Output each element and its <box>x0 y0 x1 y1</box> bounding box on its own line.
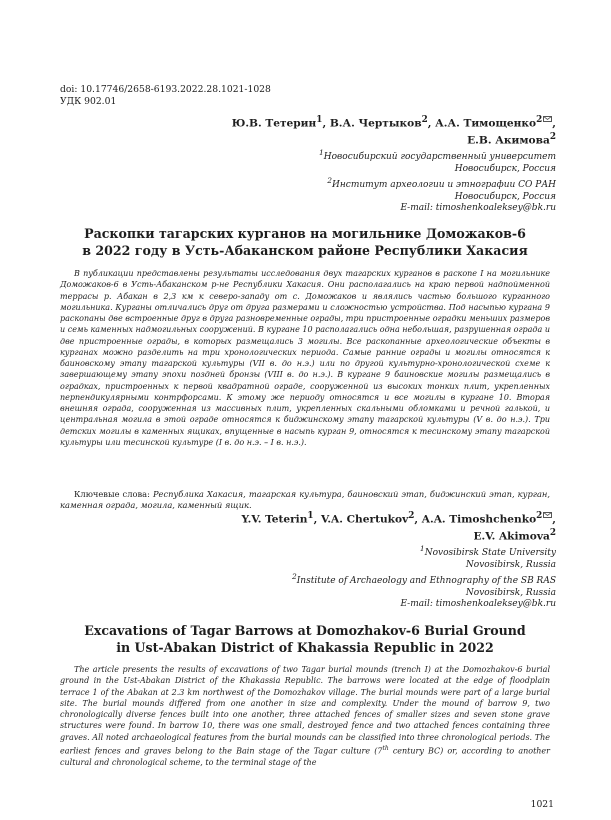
en-title-line: in Ust-Abakan District of Khakassia Republic in 2022 <box>116 640 494 655</box>
envelope-icon <box>543 512 552 518</box>
author-name: E.V. Akimova <box>473 530 550 543</box>
ru-affiliations <box>136 147 556 215</box>
ru-title <box>60 225 550 259</box>
udk: УДК 902.01 <box>60 96 117 107</box>
affiliation-line: Novosibirsk, Russia <box>465 587 556 598</box>
en-title-line: Excavations of Tagar Barrows at Domozhakov-6 Burial Ground <box>84 623 526 638</box>
author-name: A.A. Timoshchenko <box>421 513 537 526</box>
affiliation-line: $^1$Novosibirsk State University <box>419 544 556 558</box>
author-sup: 2 <box>549 131 556 142</box>
keywords-label: Ключевые слова: <box>74 489 150 499</box>
email[interactable]: E-mail: timoshenkoalekseу@bk.ru <box>400 203 556 213</box>
affiliation-line: $^1$Новосибирский государственный университет <box>318 148 556 162</box>
author-sup: 2 <box>421 115 428 125</box>
ru-authors: Ю.В. Тетерин$^1$, В.А. Чертыков$^2$, А.А. Тимощенко$^2$ , Е.В. Акимова$^2$ <box>231 115 556 147</box>
author-name: В.А. Чертыков <box>329 117 422 130</box>
author-name: Y.V. Teterin <box>241 513 308 526</box>
doi[interactable]: doi: 10.17746/2658-6193.2022.28.1021-1028 <box>60 84 271 95</box>
author-sup: 1 <box>316 115 323 125</box>
author-sup: 2 <box>536 115 543 125</box>
author-name: А.А. Тимощенко <box>435 117 537 130</box>
keywords-text: Республика Хакасия, тагарская культура, баиновский этап, биджинский этап, курган, каменная ограда, могила, каменный ящик. <box>60 489 550 511</box>
affiliation-line: $^2$Institute of Archaeology and Ethnography of the SB RAS <box>291 572 556 586</box>
en-abstract: The article presents the results of excavations of two Tagar burial mounds (trench I) at the Domozhakov-6 burial ground in the Ust-Abakan District of the Khakassia Republic. The barrows were located at the edge of floodplain terrace 1 of the Abakan at 2.3 km northwest of the Domozhakov village. The burial mounds were part of a large burial site. The burial mounds differed from one another in size and complexity. Under the mound of barrow 9, two chronologically diverse fences built into one another, three attached fences of smaller sizes and seven stone grave structures were found. In barrow 10, there was one small, destroyed fence and two attached fences containing three graves. All noted archaeological features from the burial mounds can be classified into three chronological periods. The earliest fences and graves belong to the Bain stage of the Tagar culture (7th century BC) or, according to another cultural and chronological scheme, to the terminal stage of the <box>60 665 550 767</box>
author-sup: 2 <box>549 527 556 538</box>
author-name: Е.В. Акимова <box>467 134 550 147</box>
email[interactable]: E-mail: timoshenkoalekseу@bk.ru <box>400 599 556 609</box>
en-title <box>60 622 550 656</box>
en-authors: Y.V. Teterin$^1$, V.A. Chertukov$^2$, A.A. Timoshchenko$^2$ , E.V. Akimova$^2$ <box>241 511 556 543</box>
affiliation-line: Новосибирск, Россия <box>454 191 556 202</box>
ru-title-line: Раскопки тагарских курганов на могильнике Доможаков-6 <box>84 226 526 241</box>
author-sup: 2 <box>408 511 415 521</box>
affiliation-line: $^2$Институт археологии и этнографии СО РАН <box>327 176 556 190</box>
affiliation-line: Новосибирск, Россия <box>454 163 556 174</box>
ru-title-line: в 2022 году в Усть-Абаканском районе Республики Хакасия <box>82 243 528 258</box>
author-name: Ю.В. Тетерин <box>231 117 317 130</box>
ru-abstract: В публикации представлены результаты исследования двух тагарских курганов в раскопе I на могильнике Доможаков-6 в Усть-Абаканском р-не Республики Хакасия. Они располагались на краю первой надпойменной террасы р. Абакан в 2,3 км к северо-западу от с. Доможаков и являлись частью большого курганного могильника. Курганы отличались друг от друга размерами и сложностью устройства. Под насыпью кургана 9 раскопаны две встроенные друг в друга разновременные ограды, три пристроенные оградки меньших размеров и семь каменных надмогильных сооружений. В кургане 10 располагались одна небольшая, разрушенная ограда и две пристроенные ограды, в которых размещались 3 могилы. Все раскопанные археологические объекты в курганах можно разделить на три хронологических периода. Самые ранние ограды и могилы относятся к баиновскому этапу тагарской культуры (VII в. до н.э.) или по другой культурно-хронологической схеме к завершающему этапу эпохи поздней бронзы (VIII в. до н.э.). В кургане 9 баиновские могилы размещались в оградках, пристроенных к первой квадратной ограде, сооруженной из высоких тонких плит, укрепленных перпендикулярными контрфорсами. К этому же периоду относятся и все могилы в кургане 10. Вторая внешняя ограда, сооруженная из массивных плит, укрепленных скальными обломками и речной галькой, и центральная могила в этой ограде относятся к биджинскому этапу тагарской культуры (V в. до н.э.). Три детских могилы в каменных ящиках, впущенные в насыпь курган 9, относятся к тесинскому этапу тагарской культуры или тесинской культуре (I в. до н.э. – I в. н.э.). <box>60 269 550 447</box>
en-affiliations <box>136 543 556 611</box>
envelope-icon <box>543 116 552 122</box>
affiliation-line: Novosibirsk, Russia <box>465 559 556 570</box>
author-name: V.A. Chertukov <box>320 513 409 526</box>
author-sup: 1 <box>307 511 314 521</box>
author-sup: 2 <box>536 511 543 521</box>
page-number: 1021 <box>530 799 554 810</box>
ru-keywords <box>60 489 550 512</box>
